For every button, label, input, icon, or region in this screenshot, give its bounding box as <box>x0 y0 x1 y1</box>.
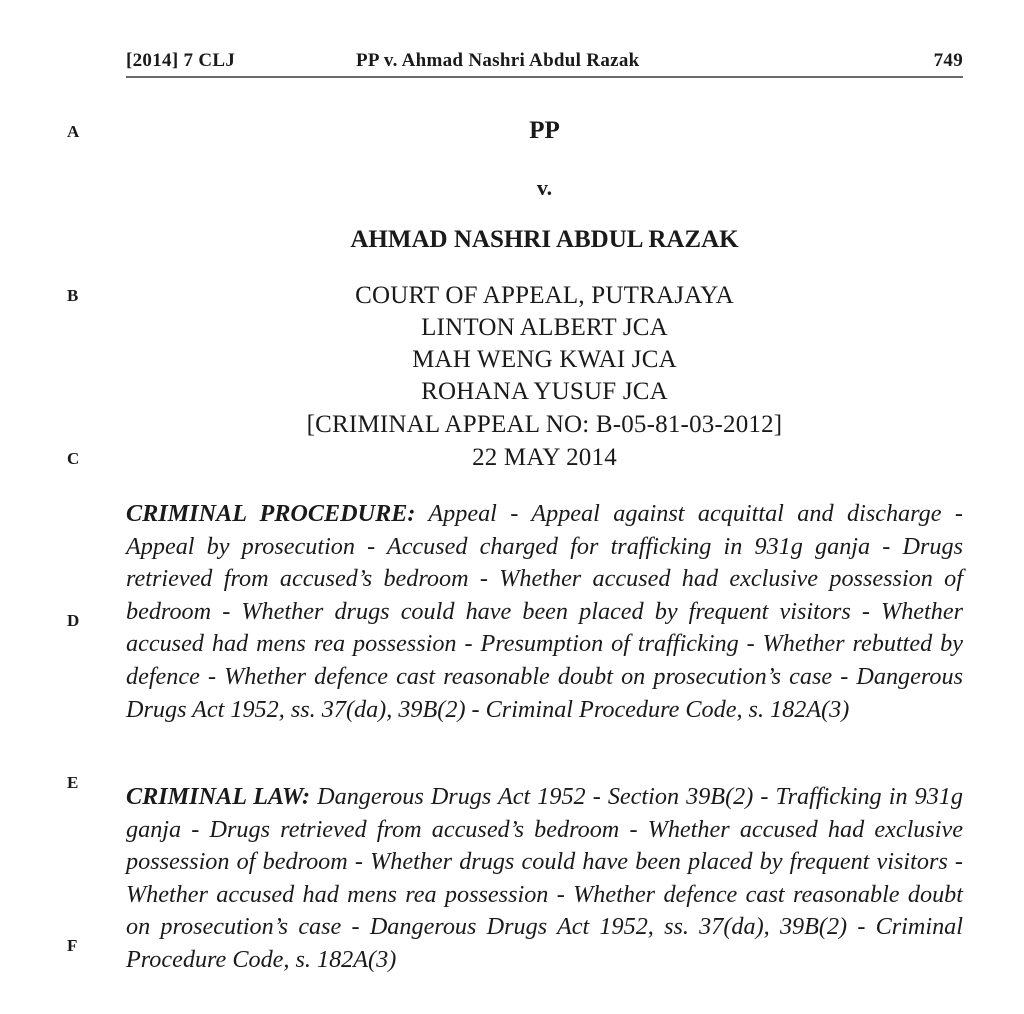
margin-letter-f: F <box>67 936 78 955</box>
judge-3: ROHANA YUSUF JCA <box>421 378 668 405</box>
catchword-text: Appeal - Appeal against acquittal and discharge - Appeal by prosecution - Accused charged for trafficking in 931g ganja - Drugs retrieved from accused’s bedroom - Whether accused had exclusive possession of bedroom - Whether drugs could have been placed by frequent visitors - Whether accused had mens rea possession - Presumption of trafficking - Whether rebutted by defence - Whether defence cast reasonable doubt on prosecution’s case - Dangerous Drugs Act 1952, ss. 37(da), 39B(2) - Criminal Procedure Code, s. 182A(3) <box>126 500 963 723</box>
judgment-date: 22 MAY 2014 <box>472 444 617 471</box>
appeal-number: [CRIMINAL APPEAL NO: B-05-81-03-2012] <box>306 411 783 438</box>
catchword-criminal-procedure <box>126 498 963 726</box>
margin-letter-e: E <box>67 773 79 792</box>
judge-2: MAH WENG KWAI JCA <box>412 346 677 373</box>
catchword-text: Dangerous Drugs Act 1952 - Section 39B(2) - Trafficking in 931g ganja - Drugs retrieved from accused’s bedroom - Whether accused had exclusive possession of bedroom - Whether drugs could have been placed by frequent visitors - Whether accused had mens rea possession - Whether defence cast reasonable doubt on prosecution’s case - Dangerous Drugs Act 1952, ss. 37(da), 39B(2) - Criminal Procedure Code, s. 182A(3) <box>126 783 963 973</box>
court-name: COURT OF APPEAL, PUTRAJAYA <box>355 282 734 309</box>
judge-1: LINTON ALBERT JCA <box>421 314 668 341</box>
margin-letter-d: D <box>67 611 80 630</box>
margin-letter-a: A <box>67 122 80 141</box>
report-citation: [2014] 7 CLJ <box>126 50 236 71</box>
margin-letter-b: B <box>67 286 79 305</box>
respondent-name: AHMAD NASHRI ABDUL RAZAK <box>350 226 739 253</box>
catchword-heading: CRIMINAL LAW: <box>126 783 311 810</box>
appellant-name: PP <box>529 117 560 144</box>
versus-label: v. <box>536 175 553 200</box>
catchword-criminal-law <box>126 781 963 977</box>
page-number: 749 <box>933 50 963 71</box>
margin-letter-c: C <box>67 449 80 468</box>
running-head <box>126 50 963 78</box>
catchword-heading: CRIMINAL PROCEDURE: <box>126 500 416 527</box>
running-case-name: PP v. Ahmad Nashri Abdul Razak <box>356 50 640 71</box>
